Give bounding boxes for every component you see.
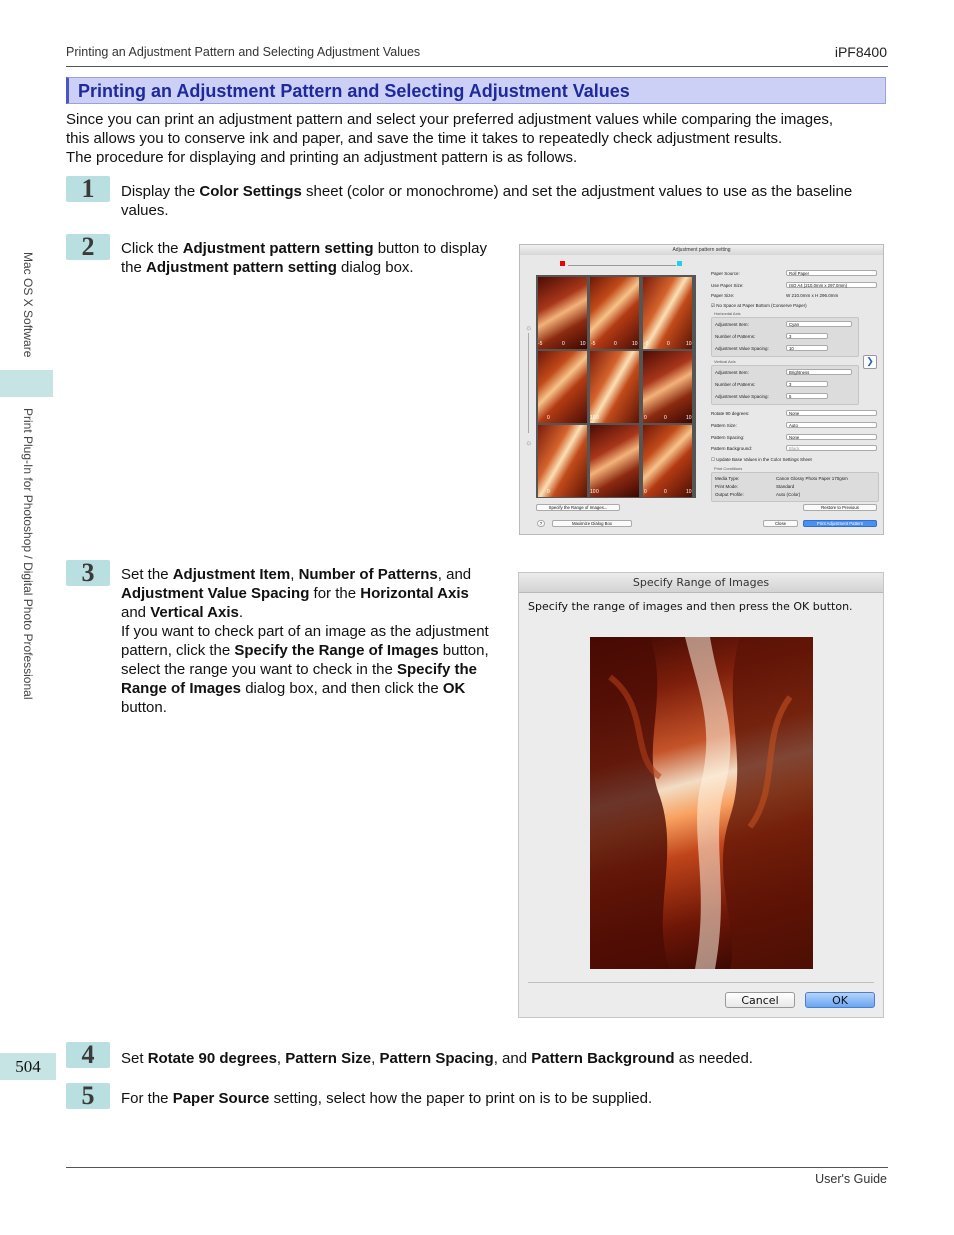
cancel-button[interactable]: Cancel xyxy=(725,992,795,1008)
intro-line: The procedure for displaying and printing an adjustment pattern is as follows. xyxy=(66,149,578,166)
dialog-title: Specify Range of Images xyxy=(519,573,883,593)
pattern-size-select[interactable]: Auto xyxy=(786,422,877,428)
sun-icon: ☼ xyxy=(525,438,533,447)
h-adjustment-item-select[interactable]: Cyan xyxy=(786,321,852,327)
red-marker xyxy=(560,261,565,266)
intro-paragraph xyxy=(66,110,891,167)
vertical-slider-track xyxy=(528,333,529,433)
close-button[interactable]: Close xyxy=(763,520,798,527)
print-adjustment-pattern-button[interactable]: Print Adjustment Pattern xyxy=(803,520,877,527)
expand-arrow-button[interactable]: ❯ xyxy=(863,355,877,369)
side-tab-marker xyxy=(0,370,53,397)
footer-text: User's Guide xyxy=(815,1172,887,1186)
adjustment-pattern-preview: -5 0 10 -5 0 10 -5 0 10 0 10 0 0 0 10 0 10 0 0 0 10 xyxy=(536,275,696,498)
step-text: Set the Adjustment Item, Number of Patterns, and Adjustment Value Spacing for the Horizontal Axis and Vertical Axis. If you want to check part of an image as the adjustment pattern, click the Specify the Range of Images button, select the range you want to check in the Specify the Range of Images dialog box, and then click the OK button. xyxy=(121,566,489,716)
v-number-of-patterns-stepper[interactable]: 3 xyxy=(786,381,828,387)
maximize-dialog-button[interactable]: Maximize Dialog Box xyxy=(552,520,632,527)
intro-line: Since you can print an adjustment pattern and select your preferred adjustment values while comparing the images, xyxy=(66,111,834,128)
canyon-photo[interactable] xyxy=(590,637,813,969)
section-title-bar xyxy=(66,77,886,104)
step-number: 4 xyxy=(66,1042,110,1068)
step-text: Set Rotate 90 degrees, Pattern Size, Pattern Spacing, and Pattern Background as needed. xyxy=(121,1050,753,1067)
no-space-checkbox[interactable]: ☑ No Space at Paper Bottom (Conserve Paper) xyxy=(711,303,807,308)
step-number: 5 xyxy=(66,1083,110,1109)
specify-range-dialog-screenshot xyxy=(518,572,884,1018)
rotate-select[interactable]: None xyxy=(786,410,877,416)
v-adjustment-item-select[interactable]: Brightness xyxy=(786,369,852,375)
adjustment-pattern-dialog-screenshot: Adjustment pattern setting ☼ ☼ -5 0 10 -5 0 10 -5 0 10 0 10 0 0 0 10 0 10 0 0 0 10 Paper Source: Roll Paper Use Paper Size: ISO A4 (210.0mm x 297.0mm) Paper Size: W 210.0mm x H 296.0mm ☑ No Space at Paper Bottom (Conserve Paper) Horizontal Axis Adjustment Item: Cyan Number of Patterns: 3 Adjustment Value Spacing: 10 ❯ Vertical Axis Adjustment Item: Brightness Number of Patterns: 3 Adjustment Value Spacing: 5 Rotate 90 degrees: None Pattern Size: Auto Pattern Spacing: None Pattern Background: Black ☐ Update Base Values in the Color Settings Sheet Print Conditions Media Type: Canon Glossy Photo Paper 170gsm Print Mode: Standard Output Profile: Auto (Color) Specify the Range of Images... Restore to Previous ? Maximize Dialog Box Close Print Adjustment Pattern xyxy=(519,244,884,535)
sun-icon: ☼ xyxy=(525,323,533,332)
ok-button[interactable]: OK xyxy=(805,992,875,1008)
step-number: 1 xyxy=(66,176,110,202)
step-number: 2 xyxy=(66,234,110,260)
running-header-title: Printing an Adjustment Pattern and Selecting Adjustment Values xyxy=(66,45,421,59)
h-number-of-patterns-stepper[interactable]: 3 xyxy=(786,333,828,339)
help-button[interactable]: ? xyxy=(537,520,545,527)
step-number: 3 xyxy=(66,560,110,586)
separator xyxy=(528,982,874,983)
pattern-background-select[interactable]: Black xyxy=(786,445,877,451)
side-tab-upper[interactable]: Mac OS X Software xyxy=(21,252,35,358)
section-title: Printing an Adjustment Pattern and Selecting Adjustment Values xyxy=(78,81,630,101)
step-text: For the Paper Source setting, select how the paper to print on is to be supplied. xyxy=(121,1090,653,1107)
intro-line: this allows you to conserve ink and paper, and save the time it takes to repeatedly check adjustment results. xyxy=(66,130,783,147)
footer-rule xyxy=(66,1167,888,1168)
header-rule xyxy=(66,66,888,67)
cyan-marker xyxy=(677,261,682,266)
dialog-message: Specify the range of images and then press the OK button. xyxy=(528,600,853,613)
page-number: 504 xyxy=(0,1053,56,1080)
h-value-spacing-stepper[interactable]: 10 xyxy=(786,345,828,351)
specify-range-button[interactable]: Specify the Range of Images... xyxy=(536,504,620,511)
dialog-title: Adjustment pattern setting xyxy=(520,245,883,255)
update-base-checkbox[interactable]: ☐ Update Base Values in the Color Settings Sheet xyxy=(711,457,812,462)
step-text: Display the Color Settings sheet (color or monochrome) and set the adjustment values to use as the baseline values. xyxy=(121,183,853,219)
restore-to-previous-button[interactable]: Restore to Previous xyxy=(803,504,877,511)
use-paper-size-select[interactable]: ISO A4 (210.0mm x 297.0mm) xyxy=(786,282,877,288)
running-header-model: iPF8400 xyxy=(834,44,887,60)
step-text: Click the Adjustment pattern setting button to display the Adjustment pattern setting dialog box. xyxy=(121,240,487,276)
pattern-spacing-select[interactable]: None xyxy=(786,434,877,440)
slider-track xyxy=(568,265,676,266)
paper-source-select[interactable]: Roll Paper xyxy=(786,270,877,276)
v-value-spacing-stepper[interactable]: 5 xyxy=(786,393,828,399)
